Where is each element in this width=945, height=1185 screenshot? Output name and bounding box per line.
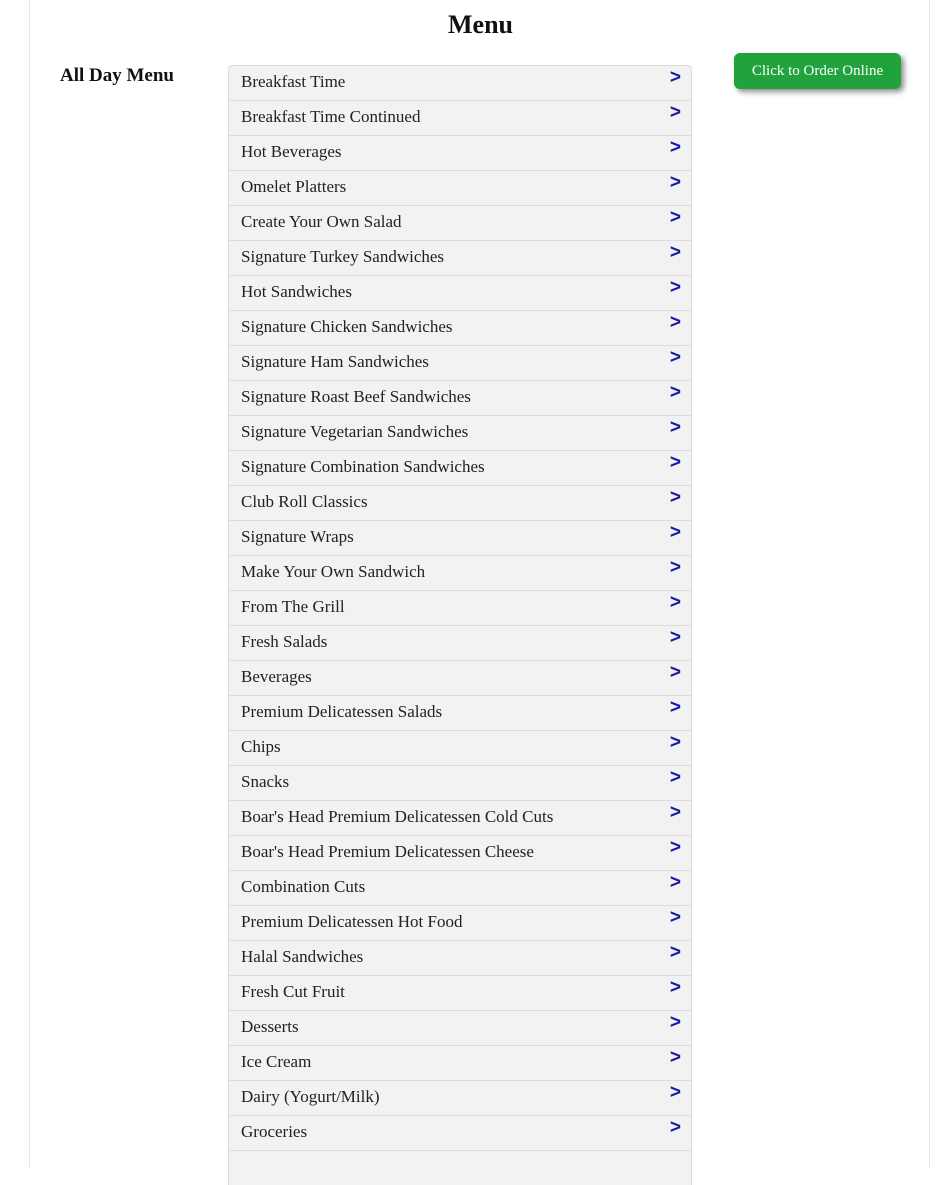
chevron-right-icon: > (669, 732, 681, 753)
menu-category-item[interactable] (228, 415, 692, 450)
chevron-right-icon: > (669, 242, 681, 263)
chevron-right-icon: > (669, 872, 681, 893)
menu-category-item[interactable] (228, 590, 692, 625)
menu-category-label: Boar's Head Premium Delicatessen Cheese (241, 842, 534, 861)
chevron-right-icon: > (669, 1012, 681, 1033)
menu-category-item[interactable] (228, 940, 692, 975)
chevron-right-icon: > (669, 977, 681, 998)
menu-category-label: Halal Sandwiches (241, 947, 364, 966)
menu-category-label: Signature Wraps (241, 527, 354, 546)
chevron-right-icon: > (669, 312, 681, 333)
menu-category-label: Signature Ham Sandwiches (241, 352, 429, 371)
chevron-right-icon: > (669, 172, 681, 193)
menu-category-label: Snacks (241, 772, 290, 791)
chevron-right-icon: > (669, 1047, 681, 1068)
menu-category-label: Dairy (Yogurt/Milk) (241, 1087, 380, 1106)
menu-category-item[interactable] (228, 625, 692, 660)
menu-category-item[interactable] (228, 65, 692, 100)
chevron-right-icon: > (669, 907, 681, 928)
chevron-right-icon: > (669, 557, 681, 578)
chevron-right-icon: > (669, 452, 681, 473)
chevron-right-icon: > (669, 767, 681, 788)
chevron-right-icon: > (669, 137, 681, 158)
menu-category-item[interactable] (228, 555, 692, 590)
menu-category-label: Groceries (241, 1122, 308, 1141)
menu-category-item[interactable] (228, 135, 692, 170)
menu-category-item[interactable] (228, 695, 692, 730)
chevron-right-icon: > (669, 382, 681, 403)
order-online-button[interactable]: Click to Order Online (734, 53, 901, 89)
section-label-all-day-menu: All Day Menu (60, 65, 174, 86)
chevron-right-icon: > (669, 697, 681, 718)
menu-category-label: Chips (241, 737, 281, 756)
chevron-right-icon: > (669, 67, 681, 88)
menu-category-item[interactable] (228, 660, 692, 695)
menu-category-label: Ice Cream (241, 1052, 312, 1071)
menu-category-item[interactable] (228, 520, 692, 555)
menu-category-label: Signature Roast Beef Sandwiches (241, 387, 471, 406)
menu-category-label: Omelet Platters (241, 177, 347, 196)
chevron-right-icon: > (669, 837, 681, 858)
chevron-right-icon: > (669, 522, 681, 543)
menu-category-label: Club Roll Classics (241, 492, 368, 511)
menu-category-label: Create Your Own Salad (241, 212, 402, 231)
menu-category-label: Boar's Head Premium Delicatessen Cold Cuts (241, 807, 554, 826)
menu-category-label: Signature Turkey Sandwiches (241, 247, 445, 266)
menu-category-label: Signature Vegetarian Sandwiches (241, 422, 469, 441)
chevron-right-icon: > (669, 417, 681, 438)
menu-category-label: Breakfast Time (241, 72, 346, 91)
menu-category-item[interactable] (228, 1150, 692, 1185)
chevron-right-icon: > (669, 487, 681, 508)
menu-category-label: Hot Beverages (241, 142, 342, 161)
chevron-right-icon: > (669, 207, 681, 228)
menu-category-label: Premium Delicatessen Salads (241, 702, 443, 721)
menu-page (29, 0, 930, 1168)
menu-category-item[interactable] (228, 975, 692, 1010)
menu-category-item[interactable] (228, 450, 692, 485)
menu-category-item[interactable] (228, 170, 692, 205)
chevron-right-icon: > (669, 1082, 681, 1103)
chevron-right-icon: > (669, 942, 681, 963)
menu-category-label: Premium Delicatessen Hot Food (241, 912, 463, 931)
chevron-right-icon: > (669, 102, 681, 123)
chevron-right-icon: > (669, 662, 681, 683)
chevron-right-icon: > (669, 802, 681, 823)
menu-category-label: Fresh Cut Fruit (241, 982, 345, 1001)
menu-category-label: Hot Sandwiches (241, 282, 352, 301)
menu-category-item[interactable] (228, 205, 692, 240)
chevron-right-icon: > (669, 1117, 681, 1138)
menu-category-label: Signature Chicken Sandwiches (241, 317, 453, 336)
menu-category-label: Combination Cuts (241, 877, 366, 896)
chevron-right-icon: > (669, 627, 681, 648)
menu-category-item[interactable] (228, 800, 692, 835)
menu-category-item[interactable] (228, 1045, 692, 1080)
menu-category-item[interactable] (228, 100, 692, 135)
menu-category-item[interactable] (228, 730, 692, 765)
menu-category-item[interactable] (228, 240, 692, 275)
menu-category-label: Signature Combination Sandwiches (241, 457, 485, 476)
chevron-right-icon: > (669, 277, 681, 298)
menu-category-label: Desserts (241, 1017, 299, 1036)
menu-category-item[interactable] (228, 275, 692, 310)
menu-category-item[interactable] (228, 1115, 692, 1150)
menu-category-item[interactable] (228, 1010, 692, 1045)
menu-category-label: Beverages (241, 667, 312, 686)
chevron-right-icon: > (669, 347, 681, 368)
chevron-right-icon: > (669, 592, 681, 613)
menu-category-label: Fresh Salads (241, 632, 328, 651)
menu-category-item[interactable] (228, 765, 692, 800)
menu-category-item[interactable] (228, 310, 692, 345)
menu-category-item[interactable] (228, 905, 692, 940)
menu-category-label: Breakfast Time Continued (241, 107, 421, 126)
menu-category-list (228, 65, 692, 1185)
page-title: Menu (448, 10, 513, 39)
menu-category-item[interactable] (228, 870, 692, 905)
menu-category-item[interactable] (228, 345, 692, 380)
menu-category-label: From The Grill (241, 597, 345, 616)
menu-category-item[interactable] (228, 1080, 692, 1115)
menu-category-item[interactable] (228, 485, 692, 520)
menu-category-label: Make Your Own Sandwich (241, 562, 426, 581)
menu-category-item[interactable] (228, 835, 692, 870)
menu-category-item[interactable] (228, 380, 692, 415)
